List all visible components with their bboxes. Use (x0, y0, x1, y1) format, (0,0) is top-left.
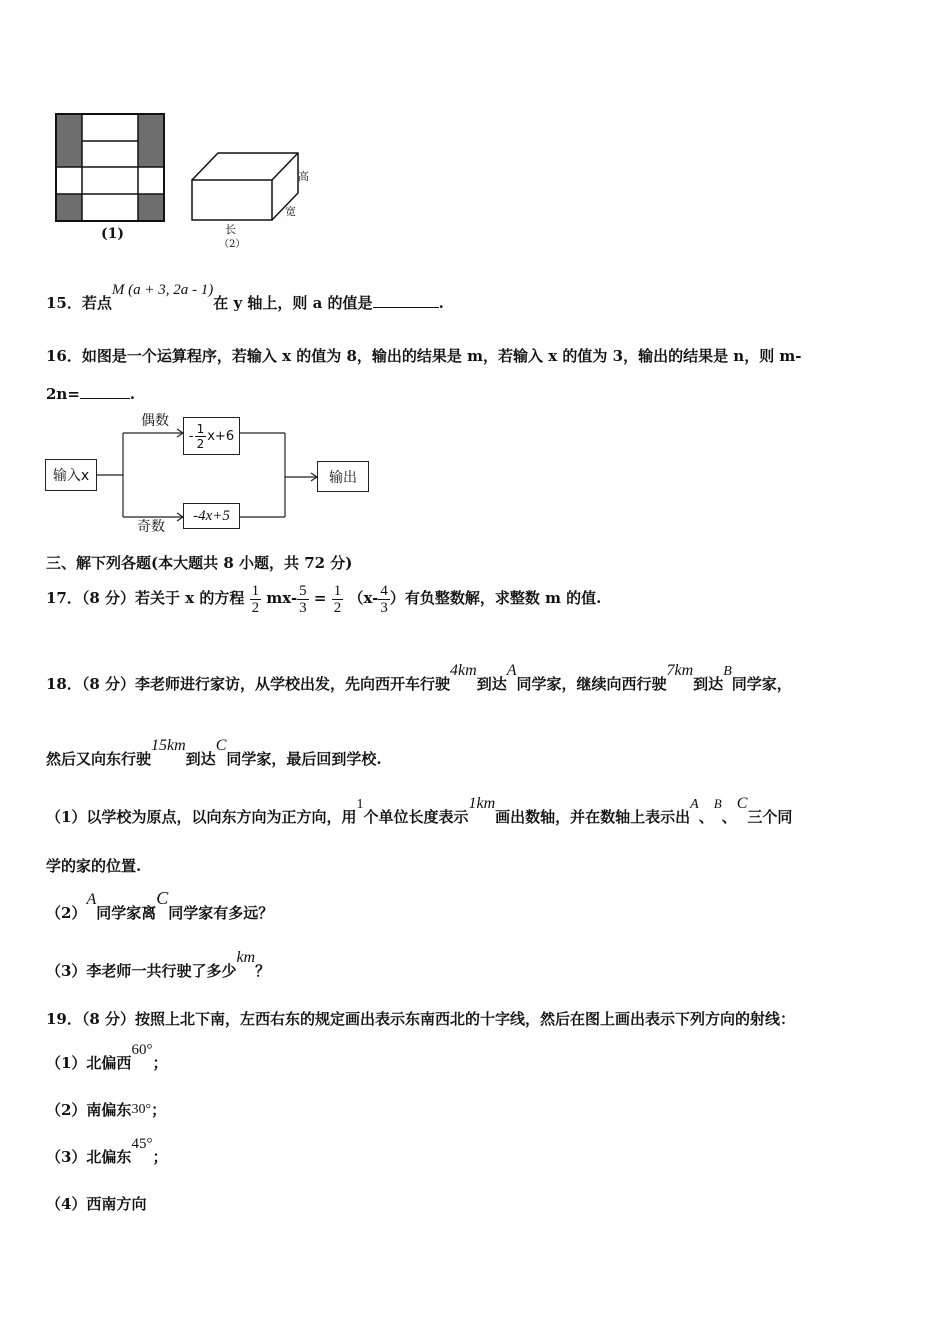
odd-branch-label: 奇数 (137, 519, 165, 535)
question-17: 17．（8 分）若关于 x 的方程 $\frac{1}{2}$ mx- $\frac{5}{3}$ = $\frac{1}{2}$ （x- $\frac{4}{3}$ ）有负整数解，求整数 m 的值. (46, 582, 602, 616)
length-axis-label: 长 (225, 223, 236, 236)
question-19-item-3: （3）北偏东45°； (46, 1136, 168, 1166)
question-18-line-1: 18．（8 分）李老师进行家访，从学校出发，先向西开车行驶4km到达A同学家，继续向西行驶7km到达B同学家， (46, 662, 792, 693)
fraction-four-thirds: $\frac{4}{3}$ (380, 582, 388, 616)
even-branch-label: 偶数 (141, 413, 169, 429)
flow-even-expression: - $\frac{1}{2}$ x+6 (183, 417, 240, 455)
question-18-line-2: 然后又向东行驶15km到达C同学家，最后回到学校. (46, 737, 382, 768)
flow-odd-expression: -4x+5 (183, 503, 240, 529)
fraction-five-thirds: $\frac{5}{3}$ (299, 582, 307, 616)
question-19-item-2: （2）南偏东30°； (46, 1101, 167, 1119)
figure-2-label: （2） (219, 239, 246, 250)
question-18-part-1-cont: 学的家的位置. (46, 857, 142, 875)
question-16-line-1: 16．如图是一个运算程序，若输入 x 的值为 8，输出的结果是 m，若输入 x 的值为 3，输出的结果是 n，则 m- (46, 347, 802, 365)
flow-input-box: 输入x (45, 459, 97, 491)
question-19-item-1: （1）北偏西60°； (46, 1042, 168, 1072)
answer-blank (373, 293, 439, 308)
width-axis-label: 宽 (285, 205, 296, 218)
figure-1-label: (1) (101, 226, 124, 242)
question-15: 15．若点M (a + 3, 2a - 1)在 y 轴上，则 a 的值是 . (46, 282, 444, 312)
question-19-item-4: （4）西南方向 (46, 1195, 147, 1213)
section-title: 三、解下列各题(本大题共 8 小题，共 72 分) (46, 554, 353, 572)
fraction-one-half: $\frac{1}{2}$ (333, 582, 342, 616)
fraction-one-half: $\frac{1}{2}$ (251, 582, 260, 616)
question-16-line-2: 2n= . (46, 385, 136, 403)
answer-blank (80, 384, 130, 399)
question-18-part-1: （1）以学校为原点，以向东方向为正方向，用1个单位长度表示1km画出数轴，并在数轴上表示出A、B、C三个同 (46, 795, 793, 826)
flow-output-box: 输出 (317, 461, 369, 492)
question-18-part-3: （3）李老师一共行驶了多少km？ (46, 949, 271, 980)
question-18-part-2: （2）A同学家离C同学家有多远？ (46, 888, 274, 922)
height-axis-label: 高 (298, 170, 309, 183)
point-m-coordinates: M (a + 3, 2a - 1) (111, 282, 214, 298)
question-19-intro: 19．（8 分）按照上北下南，左西右东的规定画出表示东南西北的十字线，然后在图上画出表示下列方向的射线： (46, 1010, 796, 1028)
net-figure (55, 113, 167, 223)
